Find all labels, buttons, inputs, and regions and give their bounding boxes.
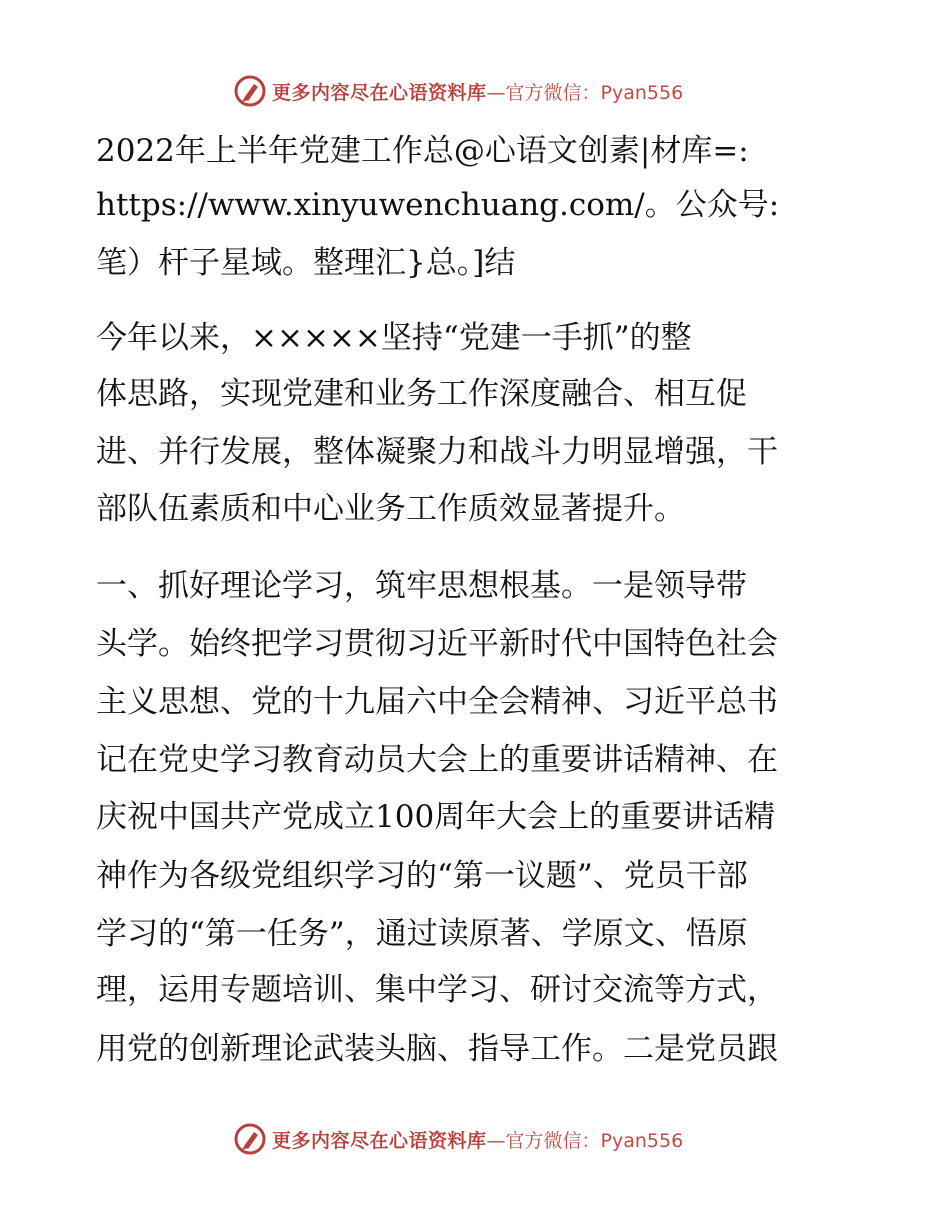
paragraph-line: 头学。始终把学习贯彻习近平新时代中国特色社会: [96, 626, 778, 662]
paragraph-line: 主义思想、党的十九届六中全会精神、习近平总书: [96, 684, 778, 720]
paragraph-line: 庆祝中国共产党成立100周年大会上的重要讲话精: [96, 799, 776, 835]
pen-seal-icon: [232, 1121, 268, 1157]
paragraph-line: 学习的“第一任务”，通过读原著、学原文、悟原: [96, 916, 748, 952]
paragraph-line: 体思路，实现党建和业务工作深度融合、相互促: [96, 376, 747, 412]
pen-seal-icon: [232, 73, 268, 109]
watermark-tail: —官方微信：Pyan556: [486, 1129, 684, 1152]
paragraph-line: 用党的创新理论武装头脑、指导工作。二是党员跟: [96, 1031, 778, 1067]
paragraph-line: 部队伍素质和中心业务工作质效显著提升。: [96, 491, 685, 527]
watermark-lead: 更多内容尽在心语资料库: [272, 1129, 487, 1152]
title-line: 2022年上半年党建工作总@心语文创素|材库=:: [96, 133, 749, 169]
paragraph-line: 记在党史学习教育动员大会上的重要讲话精神、在: [96, 742, 778, 778]
watermark-lead: 更多内容尽在心语资料库: [272, 81, 487, 104]
watermark-tail: —官方微信：Pyan556: [486, 81, 684, 104]
title-line: https://www.xinyuwenchuang.com/。公众号:: [96, 187, 780, 223]
paragraph-line: 理，运用专题培训、集中学习、研讨交流等方式，: [96, 972, 778, 1008]
paragraph-line: 今年以来，×××××坚持“党建一手抓”的整: [96, 320, 692, 356]
paragraph-line: 一、抓好理论学习，筑牢思想根基。一是领导带: [96, 568, 747, 604]
title-line: 笔）杆子星域。整理汇}总。]结: [96, 245, 516, 281]
paragraph-line: 神作为各级党组织学习的“第一议题”、党员干部: [96, 858, 748, 894]
paragraph-line: 进、并行发展，整体凝聚力和战斗力明显增强，干: [96, 434, 778, 470]
watermark-banner-top: [232, 71, 683, 111]
watermark-banner-bottom: [232, 1119, 683, 1159]
